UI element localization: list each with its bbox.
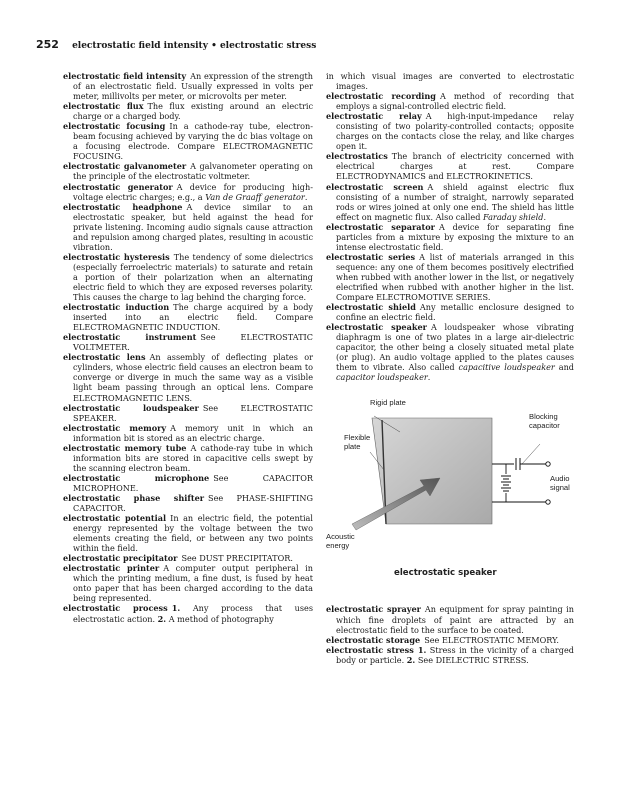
entry-definition: See DUST PRECIPITATOR.: [181, 553, 293, 564]
running-title: electrostatic field intensity • electrostatic stress: [72, 41, 317, 51]
sense-number: 2.: [157, 613, 167, 624]
entry-definition: The branch of electricity concerned with electrical charges at rest. Compare ELECTRODYNAMICS and ELECTROKINETICS.: [336, 151, 574, 182]
figure-caption: electrostatic speaker: [394, 568, 497, 579]
entry-definition: The charge acquired by a body inserted into an electric field. Compare ELECTROMAGNETIC INDUCTION.: [73, 302, 313, 333]
dictionary-entry: [326, 91, 574, 111]
entry-term: electrostatic phase shifter: [63, 492, 205, 503]
dictionary-entry: [326, 604, 574, 634]
entry-definition: In an electric field, the potential energy represented by the voltage between the two elements creating the field, or between any two points within the field.: [73, 513, 313, 554]
page-number: 252: [36, 38, 59, 51]
entry-definition: See CAPACITOR MICROPHONE.: [73, 472, 314, 493]
dictionary-entry: [63, 332, 313, 352]
entry-term: electrostatic field intensity: [63, 71, 187, 81]
entry-tail: .: [427, 372, 431, 383]
entry-definition: A method of recording that employs a signal-controlled electric field.: [336, 91, 574, 112]
entry-definition: A device similar to an electrostatic speaker, but held against the head for private listening. Incoming audio signals cause attraction and repulsion among charged plates, resulting in acoustic vibration.: [73, 201, 313, 252]
entry-definition: A device for separating fine particles from a mixture by exposing the mixture to an intense electrostatic field.: [336, 221, 574, 252]
entry-definition: A high-input-impedance relay consisting of two polarity-controlled contacts; opposite charges on the contacts close the relay, and like charges open it.: [336, 111, 574, 152]
dictionary-entry: [63, 473, 313, 493]
entry-definition: Any metallic enclosure designed to confine an electric field.: [336, 302, 574, 323]
entry-definition: A list of materials arranged in this sequence: any one of them becomes positively electrified when rubbed with another lower in the list, or negatively electrified when rubbed with another higher in the list. Compare ELECTROMOTIVE SERIES.: [336, 251, 575, 303]
entry-term: electrostatic induction: [63, 302, 170, 313]
dictionary-entry: [63, 71, 313, 101]
entry-definition: An equipment for spray painting in which fine droplets of paint are attracted by an electrostatic field to the surface to be coated.: [336, 604, 574, 635]
dictionary-entry: [326, 182, 574, 222]
dictionary-entry: [63, 443, 313, 473]
entry-definition: A memory unit in which an information bit is stored as an electric charge.: [73, 422, 313, 443]
dictionary-entry: [63, 603, 313, 623]
entry-definition: See ELECTROSTATIC VOLTMETER.: [73, 332, 313, 353]
entry-term: electrostatic printer: [63, 563, 160, 574]
entry-tail: .: [304, 191, 308, 202]
terminal-top: [546, 462, 550, 466]
entry-italic-term: Van de Graaff generator: [205, 191, 305, 202]
entry-italic-term: capacitive loudspeaker: [458, 362, 555, 373]
entry-italic-term: capacitor loudspeaker: [336, 372, 428, 383]
entry-term: electrostatic potential: [63, 513, 167, 524]
entry-definition: Stress in the vicinity of a charged body or particle.: [336, 644, 574, 665]
entry-term: electrostatic headphone: [63, 201, 183, 212]
entry-definition: The flux existing around an electric charge or a charged body.: [73, 101, 313, 122]
dictionary-entry: [326, 222, 574, 252]
sense-number: 2.: [406, 654, 416, 665]
right-entries-bottom: [326, 604, 574, 664]
dictionary-entry: [326, 302, 574, 322]
right-column: [326, 71, 574, 665]
entry-italic-term: Faraday shield: [483, 211, 544, 222]
entry-definition: in which visual images are converted to electrostatic images.: [326, 71, 574, 92]
dictionary-entry: [63, 101, 313, 121]
dictionary-entry: [326, 635, 574, 645]
dictionary-entry: [63, 352, 313, 402]
dictionary-entry: [326, 645, 574, 665]
entry-term: electrostatic separator: [326, 221, 435, 232]
entry-term: electrostatic screen: [326, 181, 424, 192]
dictionary-entry: [326, 111, 574, 151]
bias-battery: [501, 476, 511, 491]
page-header: [36, 33, 596, 51]
entry-term: electrostatic galvanometer: [63, 161, 187, 172]
entry-term: electrostatic relay: [326, 111, 422, 122]
entry-term: electrostatic instrument: [63, 332, 197, 343]
entry-term: electrostatic memory: [63, 422, 167, 433]
dictionary-entry: [63, 121, 313, 161]
entry-term: electrostatic lens: [63, 352, 146, 363]
dictionary-entry: [63, 563, 313, 603]
entry-definition: The tendency of some dielectrics (especially ferroelectric materials) to saturate and retain a portion of their polarization when an alternating electric field to which they are exposed reverses polarity. This causes the charge to lag behind the charging force.: [73, 251, 313, 303]
dictionary-entry: [63, 423, 313, 443]
entry-definition: A shield against electric flux consisting of a number of straight, narrowly separated rods or wires joined at only one end. The shield has little effect on magnetic flux. Also called: [336, 181, 574, 222]
entry-term: electrostatic hysteresis: [63, 251, 170, 262]
entry-connector: and: [558, 362, 574, 373]
entry-term: electrostatic storage: [326, 634, 421, 645]
label-rigid-plate: Rigid plate: [370, 398, 406, 408]
dictionary-entry: [326, 252, 574, 302]
entry-definition: A device for producing high-voltage electric charges; e.g., a: [73, 181, 313, 202]
entry-tail: .: [543, 211, 547, 222]
entry-definition: See PHASE-SHIFTING CAPACITOR.: [73, 492, 313, 514]
entry-definition-2: See DIELECTRIC STRESS.: [417, 654, 529, 665]
entry-definition: Any process that uses electrostatic action.: [73, 603, 313, 624]
entry-term: electrostatic focusing: [63, 121, 166, 132]
dictionary-entry: [63, 553, 313, 563]
entry-term: electrostatic generator: [63, 181, 173, 192]
left-column: [63, 71, 313, 624]
entry-definition: In a cathode-ray tube, electron-beam focusing achieved by varying the dc bias voltage on a focusing electrode. Compare ELECTROMAGNETIC FOCUSING.: [73, 121, 313, 162]
right-entries-top: [326, 71, 574, 382]
dictionary-entry: [326, 151, 574, 181]
entry-term: electrostatics: [326, 151, 388, 162]
entry-definition: A loudspeaker whose vibrating diaphragm is one of two plates in a large air-dielectric capacitor, the other being a closely situated metal plate (or plug). An audio voltage applied to the plates causes them to vibrate. Also called: [336, 322, 574, 373]
dictionary-entry: [63, 403, 313, 423]
dictionary-entry: [63, 493, 313, 513]
label-audio-signal: Audio signal: [550, 474, 570, 493]
sense-number: 1.: [417, 644, 427, 655]
entry-term: electrostatic microphone: [63, 472, 210, 483]
entry-definition: An assembly of deflecting plates or cylinders, whose electric field causes an electron beam to converge or diverge in much the same way as a visible light beam passing through an optical lens. Compare ELECTROMAGNETIC LENS.: [73, 352, 313, 403]
dictionary-entry: [63, 202, 313, 252]
entry-term: electrostatic recording: [326, 91, 436, 102]
entry-definition: A cathode-ray tube in which information bits are stored in capacitive cells swept by the scanning electron beam.: [73, 442, 313, 473]
entry-term: electrostatic shield: [326, 302, 416, 313]
dictionary-entry: [326, 322, 574, 382]
entry-term: electrostatic loudspeaker: [63, 402, 199, 413]
dictionary-entry: [63, 513, 313, 553]
entry-term: electrostatic speaker: [326, 322, 427, 333]
entry-term: electrostatic series: [326, 251, 416, 262]
label-blocking-capacitor: Blocking capacitor: [529, 412, 560, 431]
entry-definition: A computer output peripheral in which the printing medium, a fine dust, is fused by heat onto paper that has been charged according to the data being represented.: [73, 563, 313, 604]
entry-term: electrostatic memory tube: [63, 442, 187, 453]
entry-definition-2: A method of photography: [168, 613, 274, 624]
entry-definition: An expression of the strength of an electrostatic field. Usually expressed in volts per meter, millivolts per meter, or microvolts per meter.: [73, 71, 313, 102]
entry-definition: See ELECTROSTATIC SPEAKER.: [73, 402, 313, 423]
terminal-bottom: [546, 500, 550, 504]
entry-term: electrostatic process: [63, 603, 168, 614]
sense-number: 1.: [171, 603, 181, 614]
entry-term: electrostatic sprayer: [326, 604, 421, 615]
dictionary-entry: [63, 182, 313, 202]
label-acoustic-energy: Acoustic energy: [326, 532, 355, 551]
electrostatic-speaker-figure: [326, 398, 574, 586]
dictionary-entry: [63, 302, 313, 332]
entry-definition: A galvanometer operating on the principle of the electrostatic voltmeter.: [73, 161, 313, 182]
dictionary-entry: [63, 161, 313, 181]
entry-term: electrostatic stress: [326, 644, 414, 655]
dictionary-entry: [326, 71, 574, 91]
label-flexible-plate: Flexible plate: [344, 433, 371, 452]
entry-term: electrostatic flux: [63, 101, 144, 112]
entry-term: electrostatic precipitator: [63, 553, 178, 564]
dictionary-entry: [63, 252, 313, 302]
entry-definition: See ELECTROSTATIC MEMORY.: [424, 634, 560, 645]
